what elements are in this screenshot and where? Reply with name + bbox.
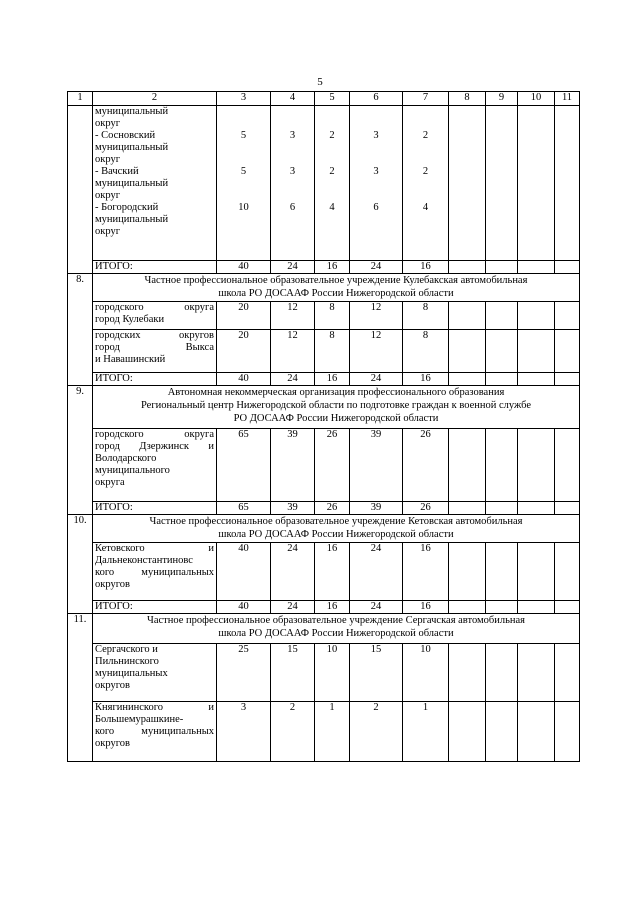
value-cell: 8: [315, 330, 350, 373]
value-cell: 1: [403, 702, 449, 762]
table-row: [68, 702, 580, 762]
col-header: 2: [93, 92, 217, 106]
value-cell: 24: [271, 543, 315, 601]
total-value: 24: [350, 601, 403, 614]
value-cell: 26: [315, 429, 350, 502]
value-cell: 20: [217, 302, 271, 330]
col-header: 6: [350, 92, 403, 106]
district-name: муниципальный округ - Сосновский муниципальный округ - Вачский муниципальный округ - Богородский муниципальный округ: [93, 106, 217, 261]
organization-name: Частное профессиональное образовательное учреждение Кетовская автомобильная школа РО ДОСААФ России Нижегородской области: [93, 515, 580, 543]
value-cell: 12: [271, 330, 315, 373]
org-row: [68, 386, 580, 429]
total-value: 65: [217, 502, 271, 515]
total-value: 40: [217, 373, 271, 386]
org-row: [68, 614, 580, 644]
total-value: 39: [350, 502, 403, 515]
table-row: [68, 106, 580, 261]
table-row: [68, 429, 580, 502]
district-name: Сергачского и Пильнинского муниципальных округов: [93, 644, 217, 702]
value-cell: 12: [350, 302, 403, 330]
total-row: [68, 601, 580, 614]
value-cell: 12: [271, 302, 315, 330]
col-header: 7: [403, 92, 449, 106]
total-value: 40: [217, 601, 271, 614]
total-value: 16: [403, 601, 449, 614]
value-cell: 39: [271, 429, 315, 502]
total-row: [68, 373, 580, 386]
total-value: 39: [271, 502, 315, 515]
col-header: 8: [449, 92, 486, 106]
org-row: [68, 515, 580, 543]
col-header: 1: [68, 92, 93, 106]
value-cell: 8: [403, 330, 449, 373]
value-cell: 2: [350, 702, 403, 762]
col-header: 5: [315, 92, 350, 106]
total-label: ИТОГО:: [93, 601, 217, 614]
total-value: 24: [271, 261, 315, 274]
col-header: 4: [271, 92, 315, 106]
total-value: 16: [315, 261, 350, 274]
value-cell: 16: [403, 543, 449, 601]
value-cell: 3: [217, 702, 271, 762]
total-row: [68, 261, 580, 274]
value-cell: 15: [350, 644, 403, 702]
total-value: 26: [403, 502, 449, 515]
total-value: 24: [271, 601, 315, 614]
value-cell: 3 3 6: [271, 106, 315, 261]
column-number-row: [68, 92, 580, 106]
table-row: [68, 644, 580, 702]
value-cell: 24: [350, 543, 403, 601]
value-cell: 5 5 10: [217, 106, 271, 261]
allocation-table: [67, 91, 580, 762]
total-value: 16: [315, 373, 350, 386]
district-name: городских округов город Выкса и Навашинский: [93, 330, 217, 373]
district-name: Кетовского и Дальнеконстантиновс кого муниципальных округов: [93, 543, 217, 601]
value-cell: 2: [271, 702, 315, 762]
value-cell: 15: [271, 644, 315, 702]
col-header: 11: [555, 92, 580, 106]
value-cell: 10: [315, 644, 350, 702]
row-number: 10.: [68, 515, 93, 614]
total-value: 16: [315, 601, 350, 614]
total-label: ИТОГО:: [93, 502, 217, 515]
total-value: 24: [271, 373, 315, 386]
table-row: [68, 302, 580, 330]
value-cell: 2 2 4: [403, 106, 449, 261]
total-value: 24: [350, 373, 403, 386]
total-value: 40: [217, 261, 271, 274]
col-header: 3: [217, 92, 271, 106]
value-cell: 65: [217, 429, 271, 502]
value-cell: 39: [350, 429, 403, 502]
total-label: ИТОГО:: [93, 373, 217, 386]
row-number: 9.: [68, 386, 93, 515]
total-value: 26: [315, 502, 350, 515]
total-label: ИТОГО:: [93, 261, 217, 274]
page-number: 5: [317, 76, 323, 88]
value-cell: 3 3 6: [350, 106, 403, 261]
value-cell: 25: [217, 644, 271, 702]
row-number: 11.: [68, 614, 93, 762]
value-cell: 20: [217, 330, 271, 373]
organization-name: Частное профессиональное образовательное учреждение Кулебакская автомобильная школа РО ДОСААФ России Нижегородской области: [93, 274, 580, 302]
col-header: 9: [486, 92, 518, 106]
org-row: [68, 274, 580, 302]
row-number: 8.: [68, 274, 93, 386]
total-value: 16: [403, 261, 449, 274]
col-header: 10: [518, 92, 555, 106]
total-value: 24: [350, 261, 403, 274]
value-cell: 16: [315, 543, 350, 601]
organization-name: Автономная некоммерческая организация профессионального образования Региональный центр Нижегородской области по подготовке граждан к военной службе РО ДОСААФ России Нижегородской области: [93, 386, 580, 429]
district-name: городского округа город Кулебаки: [93, 302, 217, 330]
value-cell: 1: [315, 702, 350, 762]
district-name: Княгининского и Большемурашкине- кого муниципальных округов: [93, 702, 217, 762]
value-cell: 2 2 4: [315, 106, 350, 261]
value-cell: 40: [217, 543, 271, 601]
value-cell: 12: [350, 330, 403, 373]
district-name: городского округа город Дзержинск и Володарского муниципального округа: [93, 429, 217, 502]
total-row: [68, 502, 580, 515]
table-row: [68, 330, 580, 373]
value-cell: 8: [315, 302, 350, 330]
table-row: [68, 543, 580, 601]
value-cell: 26: [403, 429, 449, 502]
row-number: [68, 106, 93, 274]
total-value: 16: [403, 373, 449, 386]
value-cell: 8: [403, 302, 449, 330]
value-cell: 10: [403, 644, 449, 702]
organization-name: Частное профессиональное образовательное учреждение Сергачская автомобильная школа РО ДОСААФ России Нижегородской области: [93, 614, 580, 644]
